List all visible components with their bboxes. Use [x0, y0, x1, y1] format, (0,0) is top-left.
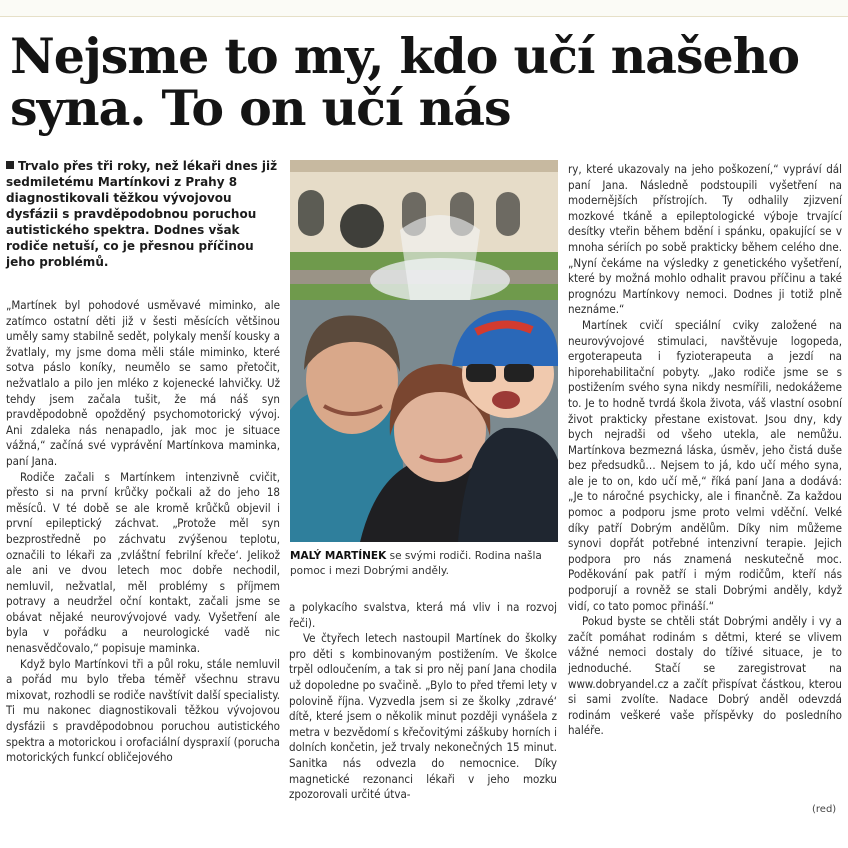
article-column-2: [289, 600, 557, 803]
column3-paragraph: Pokud byste se chtěli stát Dobrými anděly i vy a začít pomáhat rodinám s dětmi, které se vlivem vážné nemoci dostaly do tíživé situace, je to jednoduché. Stačí se zaregistrovat na www.dobryandel.cz a začít přispívat částkou, kterou si sami zvolíte. Nadace Dobrý anděl odevzdá rodinám veškeré vaše příspěvky do posledního haléře.: [568, 614, 842, 738]
column3-paragraph: Martínek cvičí speciální cviky založené na neurovývojové stimulaci, navštěvuje logopeda, ergoterapeuta i fyzioterapeuta a jezdí na hiporehabilitační pobyty. „Jako rodiče jsme se s postižením svého syna nikdy nesmířili, nedokážeme to. Je to hodně tvrdá škola života, váš vlastní osobní život prakticky přestane existovat. Jsou dny, kdy bych nejradši od všeho utekla, ale nemůžu. Martínkova bezmezná láska, úsměv, jeho čistá duše bez předsudků… Nejsem to já, kdo učí mého syna, ale je to on, kdo učí mě,“ říká paní Jana a dodává: „Je to náročné psychicky, ale i finančně. Za každou pomoc a podporu jsme proto velmi vděční. Velké díky patří Dobrým andělům. Díky nim můžeme synovi dopřát potřebné intenzivní terapie. Jejich podpora pro nás znamená neskutečně moc. Poděkování pak patří i mým rodičům, kteří nás podporují a rovněž se stali Dobrými anděly, když vidí, co tato pomoc přináší.“: [568, 317, 842, 613]
article-headline: Nejsme to my, kdo učí našeho syna. To on učí nás: [10, 27, 800, 137]
column1-paragraph: Rodiče začali s Martínkem intenzivně cvičit, přesto si na první krůčky počkali až do jeho 18 měsíců. V té době se ale kromě krůčků objevil i první epileptický záchvat. „Protože měl syn bezprostředně po záchvatu zvýšenou teplotu, označili to lékaři za ‚zvláštní febrilní křeče‘. Jelikož ale ani ve dvou letech moc dobře nechodil, nemluvil, nežvatlal, měl problémy s příjmem potravy a neudržel oční kontakt, začali jsme se obávat nějaké neurovývojové vady. Vyšetření ale byla v pořádku a neurologické vadě nic nenasvědčovalo,“ popisuje maminka.: [6, 469, 280, 656]
column3-paragraph: ry, které ukazovaly na jeho poškození,“ vypráví dál paní Jana. Následně podstoupili vyšetření na modernějších přístrojích. Ty odhalily zjizvení mozkové tkáně a epileptologické výboje trvající desítky vteřin během bdění i spánku, opakující se v mnoha sériích po sobě prakticky během celého dne. „Nyní čekáme na výsledky z genetického vyšetření, které by možná mohlo odhalit pravou příčinu a také prognózu Martínkovy nemoci. Dodnes ji totiž plně neznáme.“: [568, 162, 842, 317]
page-top-strip: [0, 0, 848, 17]
family-photo-illustration: [290, 160, 558, 542]
article-lead: [6, 158, 278, 270]
column2-paragraph: Ve čtyřech letech nastoupil Martínek do školky pro děti s kombinovaným postižením. Ve školce trpěl odloučením, a tak si pro něj paní Jana chodila už dopoledne po svačině. „Bylo to před třemi lety v polovině října. Vyzvedla jsem si ze školky ‚zdravé‘ dítě, které jsem o několik minut později vynášela z metra v bezvědomí s křečovitými záškuby horních i dolních končetin, jež trvaly nekonečných 15 minut. Sanitka nás odvezla do nemocnice. Díky magnetické rezonanci lékaři v jeho mozku zpozorovali určité útva-: [289, 631, 557, 802]
caption-text: se svými rodiči. Rodina našla pomoc i mezi Dobrými anděly.: [290, 550, 542, 577]
column2-paragraph: a polykacího svalstva, která má vliv i na rozvoj řeči).: [289, 600, 557, 630]
photo-caption: [290, 549, 560, 579]
caption-bold: MALÝ MARTÍNEK: [290, 550, 387, 562]
author-credit: (red): [812, 804, 837, 815]
lead-text: Trvalo přes tři roky, než lékaři dnes již sedmiletému Martínkovi z Prahy 8 diagnostikovali těžkou vývojovou dysfázii s pravděpodobnou poruchou autistického spektra. Dodnes však rodiče netuší, co je přesnou příčinou jeho problémů.: [6, 159, 278, 269]
column1-paragraph: „Martínek byl pohodové usměvavé miminko, ale zatímco ostatní děti již v šesti měsících většinou uměly samy stabilně sedět, polykaly menší kousky a žvatlaly, my jsme doma měli stále miminko, které sotva páslo koníky, neumělo se samo přetočit, nežvatlalo a pilo jen mléko z kojenecké lahvičky. Už tehdy jsem začala tušit, že má náš syn pravděpodobně opožděný psychomotorický vývoj. Ani zdaleka nás nenapadlo, jak moc je situace vážná,“ začíná své vyprávění Martínkova maminka, paní Jana.: [6, 298, 280, 468]
column1-paragraph: Když bylo Martínkovi tři a půl roku, stále nemluvil a pořád mu bylo třeba téměř všechnu stravu mixovat, rozhodli se rodiče navštívit další specialisty. Ti mu nakonec diagnostikovali těžkou vývojovou dysfázii s pravděpodobnou poruchou autistického spektra a motorickou i orofaciální dyspraxií (porucha motorických funkcí obličejového: [6, 656, 280, 765]
article-column-3: [568, 162, 842, 739]
article-column-1: [6, 298, 280, 766]
family-photo: [290, 160, 558, 542]
lead-square-bullet: [6, 161, 14, 169]
